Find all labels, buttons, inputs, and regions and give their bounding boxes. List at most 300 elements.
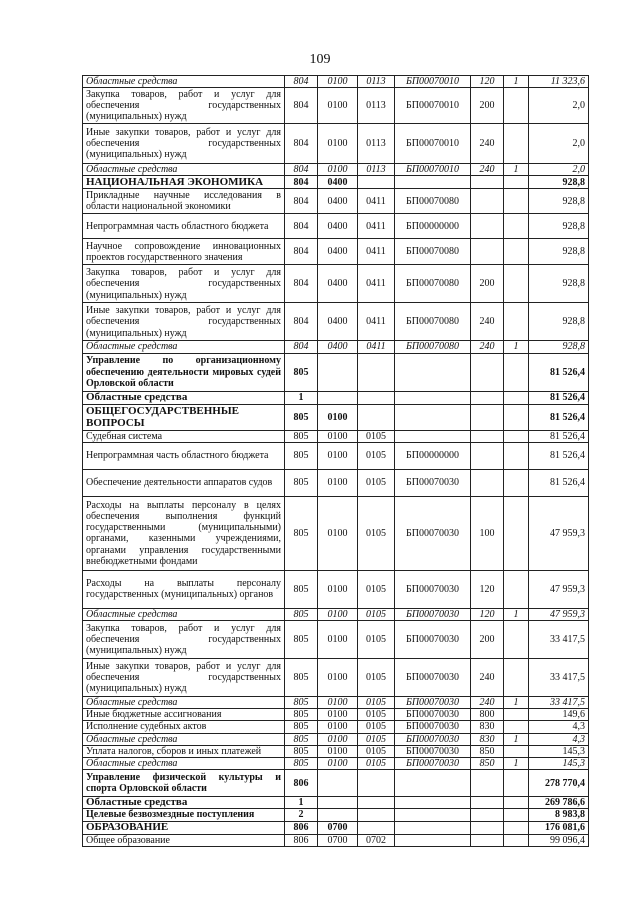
- department-code: 805: [285, 353, 318, 391]
- row-name: Областные средства: [83, 608, 285, 620]
- expense-type-code: 240: [471, 164, 504, 176]
- funding-source-code: [504, 721, 529, 733]
- amount: 81 526,4: [529, 404, 589, 430]
- row-name: НАЦИОНАЛЬНАЯ ЭКОНОМИКА: [83, 176, 285, 189]
- expense-type-code: 240: [471, 697, 504, 709]
- subsection-code: 0105: [358, 608, 395, 620]
- row-name: Управление физической культуры и спорта Орловской области: [83, 770, 285, 797]
- expense-type-code: [471, 391, 504, 404]
- amount: 47 959,3: [529, 608, 589, 620]
- target-article-code: [395, 821, 471, 834]
- section-code: 0100: [318, 404, 358, 430]
- funding-source-code: [504, 659, 529, 697]
- subsection-code: 0105: [358, 733, 395, 745]
- target-article-code: [395, 430, 471, 442]
- subsection-code: [358, 176, 395, 189]
- subsection-code: 0105: [358, 758, 395, 770]
- table-row: [83, 303, 589, 341]
- section-code: 0700: [318, 834, 358, 846]
- subsection-code: 0411: [358, 214, 395, 239]
- target-article-code: БП00070030: [395, 745, 471, 757]
- subsection-code: [358, 797, 395, 809]
- funding-source-code: [504, 621, 529, 659]
- target-article-code: БП00070030: [395, 469, 471, 496]
- amount: 33 417,5: [529, 621, 589, 659]
- section-code: 0100: [318, 469, 358, 496]
- funding-source-code: 1: [504, 76, 529, 88]
- funding-source-code: [504, 214, 529, 239]
- funding-source-code: [504, 265, 529, 303]
- row-name: Целевые безвозмездные поступления: [83, 809, 285, 821]
- table-row: [83, 430, 589, 442]
- subsection-code: [358, 391, 395, 404]
- department-code: 804: [285, 265, 318, 303]
- table-row: [83, 621, 589, 659]
- row-name: Иные закупки товаров, работ и услуг для обеспечения государственных (муниципальных) нужд: [83, 124, 285, 164]
- table-row: [83, 164, 589, 176]
- row-name: Обеспечение деятельности аппаратов судов: [83, 469, 285, 496]
- section-code: 0100: [318, 709, 358, 721]
- funding-source-code: [504, 496, 529, 570]
- amount: 2,0: [529, 164, 589, 176]
- funding-source-code: [504, 430, 529, 442]
- target-article-code: БП00070010: [395, 76, 471, 88]
- funding-source-code: [504, 391, 529, 404]
- amount: 11 323,6: [529, 76, 589, 88]
- expense-type-code: [471, 239, 504, 265]
- expense-type-code: 800: [471, 709, 504, 721]
- table-row: [83, 659, 589, 697]
- row-name: Уплата налогов, сборов и иных платежей: [83, 745, 285, 757]
- target-article-code: БП00070080: [395, 303, 471, 341]
- row-name: Непрограммная часть областного бюджета: [83, 442, 285, 469]
- section-code: 0400: [318, 239, 358, 265]
- subsection-code: 0411: [358, 341, 395, 353]
- department-code: 804: [285, 124, 318, 164]
- subsection-code: 0113: [358, 164, 395, 176]
- subsection-code: 0411: [358, 239, 395, 265]
- department-code: 805: [285, 430, 318, 442]
- expense-type-code: [471, 770, 504, 797]
- section-code: 0100: [318, 608, 358, 620]
- amount: 4,3: [529, 733, 589, 745]
- expense-type-code: 850: [471, 745, 504, 757]
- department-code: 1: [285, 391, 318, 404]
- department-code: 806: [285, 834, 318, 846]
- row-name: Исполнение судебных актов: [83, 721, 285, 733]
- section-code: 0400: [318, 341, 358, 353]
- row-name: Иные закупки товаров, работ и услуг для обеспечения государственных (муниципальных) нужд: [83, 303, 285, 341]
- table-row: [83, 496, 589, 570]
- target-article-code: БП00070030: [395, 608, 471, 620]
- department-code: 805: [285, 758, 318, 770]
- table-row: [83, 697, 589, 709]
- expense-type-code: 850: [471, 758, 504, 770]
- target-article-code: БП00070030: [395, 496, 471, 570]
- funding-source-code: [504, 303, 529, 341]
- department-code: 806: [285, 821, 318, 834]
- amount: 269 786,6: [529, 797, 589, 809]
- expense-type-code: 240: [471, 659, 504, 697]
- subsection-code: 0105: [358, 442, 395, 469]
- section-code: [318, 797, 358, 809]
- department-code: 804: [285, 76, 318, 88]
- department-code: 1: [285, 797, 318, 809]
- subsection-code: 0105: [358, 721, 395, 733]
- table-row: [83, 239, 589, 265]
- funding-source-code: [504, 189, 529, 214]
- expense-type-code: [471, 430, 504, 442]
- subsection-code: [358, 353, 395, 391]
- department-code: 805: [285, 709, 318, 721]
- target-article-code: [395, 809, 471, 821]
- target-article-code: БП00070080: [395, 239, 471, 265]
- amount: 2,0: [529, 88, 589, 124]
- expense-type-code: 200: [471, 265, 504, 303]
- amount: 81 526,4: [529, 391, 589, 404]
- budget-table: [82, 75, 589, 847]
- target-article-code: БП00070030: [395, 709, 471, 721]
- target-article-code: [395, 797, 471, 809]
- expense-type-code: 120: [471, 608, 504, 620]
- expense-type-code: [471, 442, 504, 469]
- table-row: [83, 214, 589, 239]
- amount: 81 526,4: [529, 469, 589, 496]
- subsection-code: 0105: [358, 430, 395, 442]
- expense-type-code: [471, 469, 504, 496]
- subsection-code: [358, 821, 395, 834]
- target-article-code: [395, 834, 471, 846]
- department-code: 805: [285, 570, 318, 608]
- funding-source-code: 1: [504, 697, 529, 709]
- subsection-code: [358, 809, 395, 821]
- row-name: Областные средства: [83, 341, 285, 353]
- funding-source-code: 1: [504, 341, 529, 353]
- expense-type-code: 200: [471, 621, 504, 659]
- target-article-code: БП00070010: [395, 124, 471, 164]
- department-code: 804: [285, 239, 318, 265]
- funding-source-code: [504, 176, 529, 189]
- expense-type-code: [471, 834, 504, 846]
- subsection-code: 0105: [358, 570, 395, 608]
- expense-type-code: 240: [471, 341, 504, 353]
- subsection-code: 0105: [358, 496, 395, 570]
- row-name: Областные средства: [83, 758, 285, 770]
- table-row: [83, 770, 589, 797]
- row-name: Прикладные научные исследования в области национальной экономики: [83, 189, 285, 214]
- target-article-code: БП00070080: [395, 265, 471, 303]
- amount: 145,3: [529, 745, 589, 757]
- funding-source-code: [504, 239, 529, 265]
- department-code: 805: [285, 621, 318, 659]
- amount: 99 096,4: [529, 834, 589, 846]
- funding-source-code: [504, 469, 529, 496]
- department-code: 805: [285, 721, 318, 733]
- table-row: [83, 353, 589, 391]
- row-name: Закупка товаров, работ и услуг для обеспечения государственных (муниципальных) нужд: [83, 88, 285, 124]
- amount: 47 959,3: [529, 496, 589, 570]
- table-row: [83, 745, 589, 757]
- amount: 928,8: [529, 265, 589, 303]
- table-row: [83, 176, 589, 189]
- funding-source-code: [504, 709, 529, 721]
- funding-source-code: 1: [504, 733, 529, 745]
- expense-type-code: 830: [471, 721, 504, 733]
- department-code: 805: [285, 733, 318, 745]
- amount: 928,8: [529, 239, 589, 265]
- amount: 928,8: [529, 189, 589, 214]
- amount: 928,8: [529, 303, 589, 341]
- funding-source-code: [504, 442, 529, 469]
- amount: 47 959,3: [529, 570, 589, 608]
- table-row: [83, 809, 589, 821]
- target-article-code: БП00070030: [395, 697, 471, 709]
- department-code: 805: [285, 469, 318, 496]
- target-article-code: БП00000000: [395, 442, 471, 469]
- funding-source-code: 1: [504, 608, 529, 620]
- section-code: 0100: [318, 124, 358, 164]
- amount: 81 526,4: [529, 430, 589, 442]
- target-article-code: БП00070030: [395, 721, 471, 733]
- section-code: 0100: [318, 758, 358, 770]
- funding-source-code: [504, 124, 529, 164]
- table-row: [83, 341, 589, 353]
- table-row: [83, 88, 589, 124]
- row-name: Непрограммная часть областного бюджета: [83, 214, 285, 239]
- funding-source-code: [504, 88, 529, 124]
- subsection-code: 0411: [358, 265, 395, 303]
- section-code: [318, 391, 358, 404]
- funding-source-code: [504, 797, 529, 809]
- target-article-code: БП00070030: [395, 659, 471, 697]
- table-row: [83, 733, 589, 745]
- department-code: 805: [285, 442, 318, 469]
- target-article-code: БП00070080: [395, 189, 471, 214]
- funding-source-code: [504, 809, 529, 821]
- department-code: 804: [285, 164, 318, 176]
- section-code: 0400: [318, 189, 358, 214]
- table-row: [83, 265, 589, 303]
- expense-type-code: 240: [471, 303, 504, 341]
- funding-source-code: [504, 353, 529, 391]
- section-code: 0100: [318, 88, 358, 124]
- section-code: 0100: [318, 697, 358, 709]
- amount: 278 770,4: [529, 770, 589, 797]
- expense-type-code: 100: [471, 496, 504, 570]
- department-code: 804: [285, 88, 318, 124]
- department-code: 805: [285, 404, 318, 430]
- section-code: 0100: [318, 76, 358, 88]
- table-row: [83, 758, 589, 770]
- row-name: Закупка товаров, работ и услуг для обеспечения государственных (муниципальных) нужд: [83, 265, 285, 303]
- amount: 928,8: [529, 176, 589, 189]
- funding-source-code: [504, 821, 529, 834]
- target-article-code: [395, 404, 471, 430]
- section-code: 0100: [318, 721, 358, 733]
- section-code: [318, 353, 358, 391]
- subsection-code: 0702: [358, 834, 395, 846]
- amount: 2,0: [529, 124, 589, 164]
- target-article-code: [395, 770, 471, 797]
- section-code: 0100: [318, 621, 358, 659]
- target-article-code: [395, 353, 471, 391]
- target-article-code: БП00070010: [395, 88, 471, 124]
- expense-type-code: 120: [471, 76, 504, 88]
- amount: 8 983,8: [529, 809, 589, 821]
- table-row: [83, 821, 589, 834]
- amount: 4,3: [529, 721, 589, 733]
- table-row: [83, 391, 589, 404]
- row-name: Управление по организационному обеспечению деятельности мировых судей Орловской области: [83, 353, 285, 391]
- subsection-code: 0113: [358, 88, 395, 124]
- subsection-code: 0411: [358, 303, 395, 341]
- target-article-code: БП00070080: [395, 341, 471, 353]
- page-number: 109: [309, 52, 331, 67]
- section-code: 0100: [318, 570, 358, 608]
- row-name: Областные средства: [83, 391, 285, 404]
- row-name: Областные средства: [83, 76, 285, 88]
- target-article-code: [395, 176, 471, 189]
- table-row: [83, 76, 589, 88]
- target-article-code: БП00070030: [395, 621, 471, 659]
- expense-type-code: [471, 821, 504, 834]
- row-name: ОБРАЗОВАНИЕ: [83, 821, 285, 834]
- row-name: Расходы на выплаты персоналу в целях обеспечения выполнения функций государственными (муниципальными) органами, казенными учреждениями, органами управления государственными внебюджетными фондами: [83, 496, 285, 570]
- row-name: Общее образование: [83, 834, 285, 846]
- row-name: Иные бюджетные ассигнования: [83, 709, 285, 721]
- section-code: 0100: [318, 745, 358, 757]
- amount: 145,3: [529, 758, 589, 770]
- subsection-code: 0105: [358, 745, 395, 757]
- section-code: 0100: [318, 442, 358, 469]
- funding-source-code: 1: [504, 758, 529, 770]
- row-name: Областные средства: [83, 797, 285, 809]
- department-code: 804: [285, 189, 318, 214]
- section-code: 0100: [318, 430, 358, 442]
- amount: 33 417,5: [529, 659, 589, 697]
- department-code: 805: [285, 608, 318, 620]
- subsection-code: [358, 770, 395, 797]
- amount: 81 526,4: [529, 442, 589, 469]
- subsection-code: 0105: [358, 621, 395, 659]
- expense-type-code: [471, 797, 504, 809]
- row-name: Закупка товаров, работ и услуг для обеспечения государственных (муниципальных) нужд: [83, 621, 285, 659]
- table-row: [83, 189, 589, 214]
- department-code: 2: [285, 809, 318, 821]
- section-code: 0100: [318, 164, 358, 176]
- funding-source-code: [504, 570, 529, 608]
- row-name: ОБЩЕГОСУДАРСТВЕННЫЕ ВОПРОСЫ: [83, 404, 285, 430]
- table-body: [83, 76, 589, 847]
- row-name: Областные средства: [83, 733, 285, 745]
- subsection-code: 0105: [358, 469, 395, 496]
- funding-source-code: 1: [504, 164, 529, 176]
- department-code: 805: [285, 659, 318, 697]
- subsection-code: 0411: [358, 189, 395, 214]
- amount: 33 417,5: [529, 697, 589, 709]
- table-row: [83, 469, 589, 496]
- table-row: [83, 570, 589, 608]
- amount: 176 081,6: [529, 821, 589, 834]
- table-row: [83, 608, 589, 620]
- department-code: 805: [285, 745, 318, 757]
- target-article-code: БП00070030: [395, 733, 471, 745]
- expense-type-code: 240: [471, 124, 504, 164]
- table-row: [83, 442, 589, 469]
- target-article-code: [395, 391, 471, 404]
- row-name: Областные средства: [83, 697, 285, 709]
- section-code: [318, 770, 358, 797]
- section-code: 0400: [318, 265, 358, 303]
- section-code: 0400: [318, 176, 358, 189]
- department-code: 805: [285, 496, 318, 570]
- expense-type-code: [471, 176, 504, 189]
- department-code: 804: [285, 176, 318, 189]
- expense-type-code: [471, 214, 504, 239]
- subsection-code: [358, 404, 395, 430]
- target-article-code: БП00070010: [395, 164, 471, 176]
- table-row: [83, 709, 589, 721]
- table-row: [83, 404, 589, 430]
- department-code: 806: [285, 770, 318, 797]
- department-code: 805: [285, 697, 318, 709]
- expense-type-code: [471, 404, 504, 430]
- target-article-code: БП00070030: [395, 570, 471, 608]
- department-code: 804: [285, 341, 318, 353]
- amount: 81 526,4: [529, 353, 589, 391]
- section-code: 0400: [318, 214, 358, 239]
- row-name: Расходы на выплаты персоналу государственных (муниципальных) органов: [83, 570, 285, 608]
- section-code: 0100: [318, 733, 358, 745]
- target-article-code: БП00070030: [395, 758, 471, 770]
- amount: 928,8: [529, 214, 589, 239]
- expense-type-code: 200: [471, 88, 504, 124]
- section-code: 0400: [318, 303, 358, 341]
- section-code: 0100: [318, 496, 358, 570]
- funding-source-code: [504, 834, 529, 846]
- expense-type-code: 830: [471, 733, 504, 745]
- funding-source-code: [504, 745, 529, 757]
- table-row: [83, 721, 589, 733]
- department-code: 804: [285, 303, 318, 341]
- section-code: 0700: [318, 821, 358, 834]
- table-row: [83, 834, 589, 846]
- expense-type-code: [471, 353, 504, 391]
- subsection-code: 0105: [358, 697, 395, 709]
- row-name: Научное сопровождение инновационных проектов государственного значения: [83, 239, 285, 265]
- amount: 149,6: [529, 709, 589, 721]
- subsection-code: 0113: [358, 76, 395, 88]
- amount: 928,8: [529, 341, 589, 353]
- subsection-code: 0105: [358, 659, 395, 697]
- row-name: Областные средства: [83, 164, 285, 176]
- funding-source-code: [504, 770, 529, 797]
- funding-source-code: [504, 404, 529, 430]
- subsection-code: 0105: [358, 709, 395, 721]
- table-row: [83, 124, 589, 164]
- expense-type-code: 120: [471, 570, 504, 608]
- expense-type-code: [471, 809, 504, 821]
- target-article-code: БП00000000: [395, 214, 471, 239]
- row-name: Иные закупки товаров, работ и услуг для обеспечения государственных (муниципальных) нужд: [83, 659, 285, 697]
- section-code: [318, 809, 358, 821]
- row-name: Судебная система: [83, 430, 285, 442]
- expense-type-code: [471, 189, 504, 214]
- section-code: 0100: [318, 659, 358, 697]
- table-row: [83, 797, 589, 809]
- department-code: 804: [285, 214, 318, 239]
- subsection-code: 0113: [358, 124, 395, 164]
